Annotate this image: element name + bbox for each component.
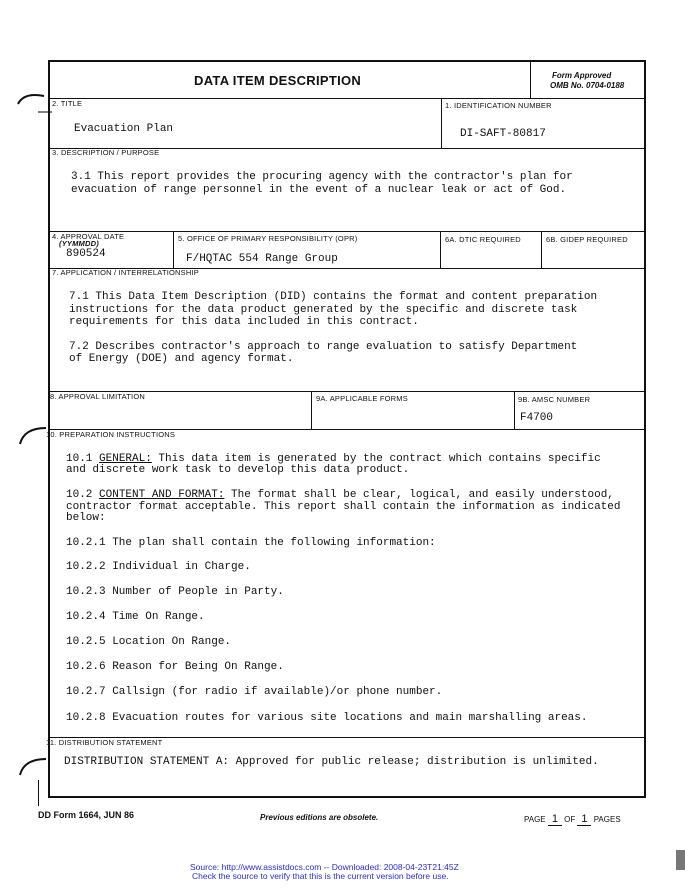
source-line: Source: http://www.assistdocs.com -- Downloaded: 2008-04-23T21:45Z: [190, 862, 459, 872]
instruction-item: 10.2.3 Number of People in Party.: [66, 586, 284, 598]
distribution-statement-value: DISTRIBUTION STATEMENT A: Approved for public release; distribution is unlimited.: [64, 756, 599, 768]
pages-label: PAGES: [593, 815, 621, 824]
preparation-instructions-label: 10. PREPARATION INSTRUCTIONS: [46, 430, 176, 439]
rule: [514, 391, 515, 430]
instruction-item: 10.2.7 Callsign (for radio if available)/or phone number.: [66, 686, 443, 698]
source-line: Check the source to verify that this is the current version before use.: [192, 871, 449, 881]
distribution-statement-label: 11. DISTRIBUTION STATEMENT: [46, 738, 163, 747]
title-value: Evacuation Plan: [74, 123, 174, 135]
identification-number-label: 1. IDENTIFICATION NUMBER: [445, 101, 552, 110]
form-title: DATA ITEM DESCRIPTION: [194, 73, 362, 88]
rule: [440, 231, 441, 269]
general-text: This data item is generated by the contract which contains specific: [151, 453, 601, 465]
gidep-required-label: 6B. GIDEP REQUIRED: [546, 235, 628, 244]
paragraph-number: 10.1: [66, 453, 93, 465]
binder-clip-icon: [16, 755, 52, 781]
content-format-heading: CONTENT AND FORMAT:: [99, 489, 225, 501]
description-line: evacuation of range personnel in the event of a nuclear leak or act of God.: [71, 184, 567, 196]
approval-date-label: 4. APPROVAL DATE: [52, 232, 125, 241]
application-line: instructions for the data product generated by the specific and discrete task: [69, 304, 578, 316]
rule: [173, 231, 174, 269]
rule: [311, 391, 312, 430]
instruction-item: 10.2.2 Individual in Charge.: [66, 561, 251, 573]
instruction-item: 10.2.6 Reason for Being On Range.: [66, 661, 284, 673]
rule: [48, 231, 646, 232]
application-line: 7.2 Describes contractor's approach to range evaluation to satisfy Department: [69, 341, 578, 353]
instruction-item: 10.2.1 The plan shall contain the following information:: [66, 537, 436, 549]
page-total: 1: [577, 813, 591, 826]
applicable-forms-label: 9A. APPLICABLE FORMS: [316, 394, 408, 403]
of-label: OF: [564, 815, 576, 824]
identification-number-value: DI-SAFT-80817: [460, 128, 546, 140]
content-format-paragraph: [66, 489, 614, 501]
page-counter: [524, 813, 621, 826]
dtic-required-label: 6A. DTIC REQUIRED: [445, 235, 521, 244]
content-format-text: The format shall be clear, logical, and easily understood,: [224, 489, 614, 501]
instruction-item: 10.2.8 Evacuation routes for various site locations and main marshalling areas.: [66, 712, 588, 724]
approval-date-format: (YYMMDD): [59, 239, 99, 248]
rule: [530, 61, 531, 99]
rule: [441, 98, 442, 149]
amsc-number-label: 9B. AMSC NUMBER: [518, 395, 591, 404]
general-heading: GENERAL:: [99, 453, 152, 465]
approval-date-value: 890524: [66, 248, 106, 260]
form-identifier: DD Form 1664, JUN 86: [38, 810, 135, 820]
opr-value: F/HQTAC 554 Range Group: [186, 253, 338, 265]
general-paragraph-line: and discrete work task to develop this data product.: [66, 464, 410, 476]
title-label: 2. TITLE: [52, 99, 83, 108]
page-label: PAGE: [524, 815, 546, 824]
opr-label: 5. OFFICE OF PRIMARY RESPONSIBILITY (OPR): [178, 234, 358, 243]
application-line: requirements for this data included in this contract.: [69, 316, 419, 328]
content-format-line: contractor format acceptable. This report shall contain the information as indicated: [66, 501, 621, 513]
paragraph-number: 10.2: [66, 489, 93, 501]
application-label: 7. APPLICATION / INTERRELATIONSHIP: [52, 268, 199, 277]
form-approved-label: Form Approved: [552, 71, 612, 80]
instruction-item: 10.2.4 Time On Range.: [66, 611, 205, 623]
content-format-line: below:: [66, 512, 106, 524]
amsc-number-value: F4700: [520, 412, 554, 424]
application-line: 7.1 This Data Item Description (DID) contains the format and content preparation: [69, 291, 598, 303]
application-line: of Energy (DOE) and agency format.: [69, 353, 294, 365]
scan-edge-mark: [676, 850, 685, 870]
instruction-item: 10.2.5 Location On Range.: [66, 636, 232, 648]
omb-number: OMB No. 0704-0188: [550, 81, 625, 90]
rule: [48, 98, 646, 99]
previous-editions-note: Previous editions are obsolete.: [260, 813, 379, 822]
description-purpose-label: 3. DESCRIPTION / PURPOSE: [52, 148, 160, 157]
description-line: 3.1 This report provides the procuring agency with the contractor's plan for: [71, 171, 573, 183]
rule: [541, 231, 542, 269]
margin-mark: [38, 780, 39, 806]
approval-limitation-label: 8. APPROVAL LIMITATION: [50, 392, 145, 401]
page-number: 1: [548, 813, 562, 826]
